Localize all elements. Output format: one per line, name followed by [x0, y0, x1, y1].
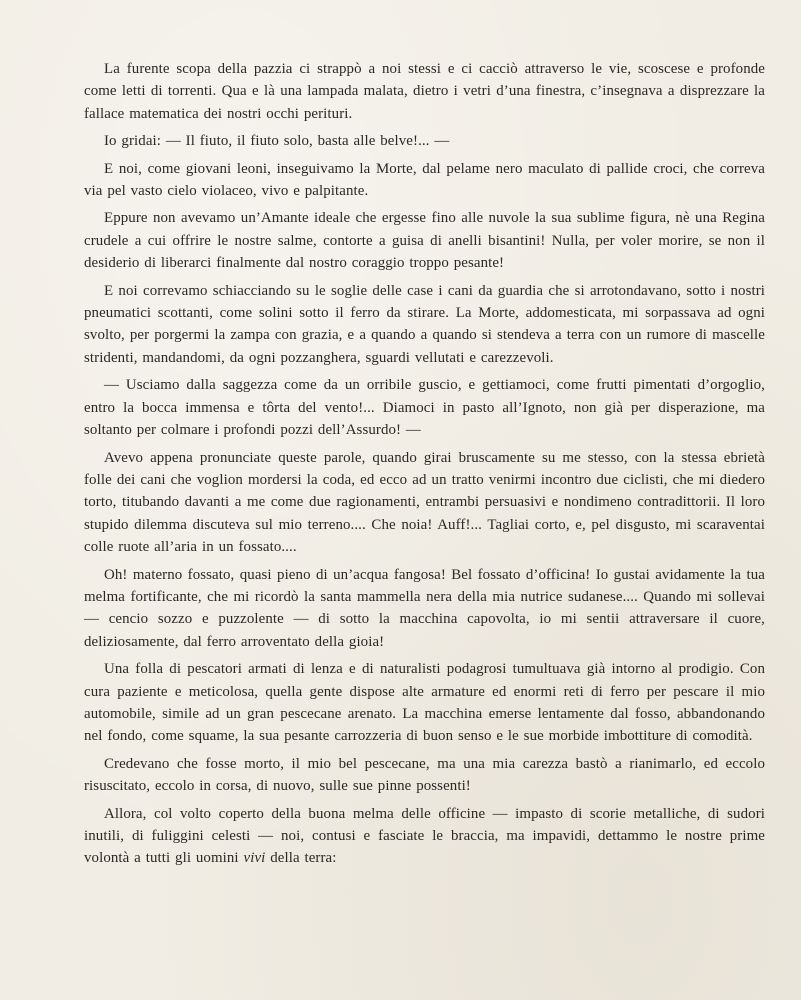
paragraph: E noi correvamo schiacciando su le soglie delle case i cani da guardia che si arrotondavano, sotto i nostri pneumatici scottanti, come solini sotto il ferro da stirare. La Morte, addomesticata, mi sorpassava ad ogni svolto, per porgermi la zampa con grazia, e a quando a quando si stendeva a terra con un rumore di mascelle stridenti, mandandomi, da ogni pozzanghera, sguardi vellutati e carezzevoli. — [84, 282, 765, 366]
paragraph: Io gridai: — Il fiuto, il fiuto solo, basta alle belve!... — — [104, 133, 450, 150]
paragraph-final — [84, 803, 765, 870]
paragraph-text: Allora, col volto coperto della buona melma delle officine — impasto di scorie metalliche, di sudori inutili, di fuliggini celesti — noi, contusi e fasciate le braccia, ma impavidi, dettammo le nostre prime volontà a tutti gli uomini — [84, 805, 765, 867]
paragraph: Avevo appena pronunciate queste parole, quando girai bruscamente su me stesso, con la stessa ebrietà folle dei cani che voglion mordersi la coda, ed ecco ad un tratto venirmi incontro due ciclisti, che mi diedero torto, titubando davanti a me come due ragionamenti, entrambi persuasivi e nondimeno contradittorii. Il loro stupido dilemma discuteva sul mio terreno.... Che noia! Auff!... Tagliai corto, e, pel disgusto, mi scaraventai colle ruote all’aria in un fossato.... — [84, 449, 765, 556]
document-page — [84, 58, 765, 875]
paragraph: — Usciamo dalla saggezza come da un orribile guscio, e gettiamoci, come frutti pimentati d’orgoglio, entro la bocca immensa e tôrta del vento!... Diamoci in pasto all’Ignoto, non già per disperazione, ma soltanto per colmare i profondi pozzi dell’Assurdo! — — [84, 377, 765, 439]
paragraph: Credevano che fosse morto, il mio bel pescecane, ma una mia carezza bastò a rianimarlo, ed eccolo risuscitato, eccolo in corsa, di nuovo, sulle sue pinne possenti! — [84, 755, 765, 795]
paragraph: Oh! materno fossato, quasi pieno di un’acqua fangosa! Bel fossato d’officina! Io gustai avidamente la tua melma fortificante, che mi ricordò la santa mammella nera della mia nutrice sudanese.... Quando mi sollevai — cencio sozzo e puzzolente — di sotto la macchina capovolta, io mi sentii attraversare il cuore, deliziosamente, dal ferro arroventato della gioia! — [84, 566, 765, 650]
paragraph: La furente scopa della pazzia ci strappò a noi stessi e ci cacciò attraverso le vie, scoscese e profonde come letti di torrenti. Qua e là una lampada malata, dietro i vetri d’una finestra, c’insegnava a disprezzare la fallace matematica dei nostri occhi perituri. — [84, 61, 765, 122]
italic-word: vivi — [243, 850, 266, 867]
paragraph: E noi, come giovani leoni, inseguivamo la Morte, dal pelame nero maculato di pallide croci, che correva via pel vasto cielo violaceo, vivo e palpitante. — [84, 160, 765, 200]
paragraph: Eppure non avevamo un’Amante ideale che ergesse fino alle nuvole la sua sublime figura, nè una Regina crudele a cui offrire le nostre salme, contorte a guisa di anelli bisantini! Nulla, per voler morire, se non il desiderio di liberarci finalmente dal nostro coraggio troppo pesante! — [84, 210, 765, 272]
paragraph: Una folla di pescatori armati di lenza e di naturalisti podagrosi tumultuava già intorno al prodigio. Con cura paziente e meticolosa, quella gente dispose alte armature ed enormi reti di ferro per pescare il mio automobile, simile ad un gran pescecane arenato. La macchina emerse lentamente dal fosso, abbandonando nel fondo, come squame, la sua pesante carrozzeria di buon senso e le sue morbide imbottiture di comodità. — [84, 661, 765, 745]
paragraph-text: della terra: — [265, 850, 337, 867]
